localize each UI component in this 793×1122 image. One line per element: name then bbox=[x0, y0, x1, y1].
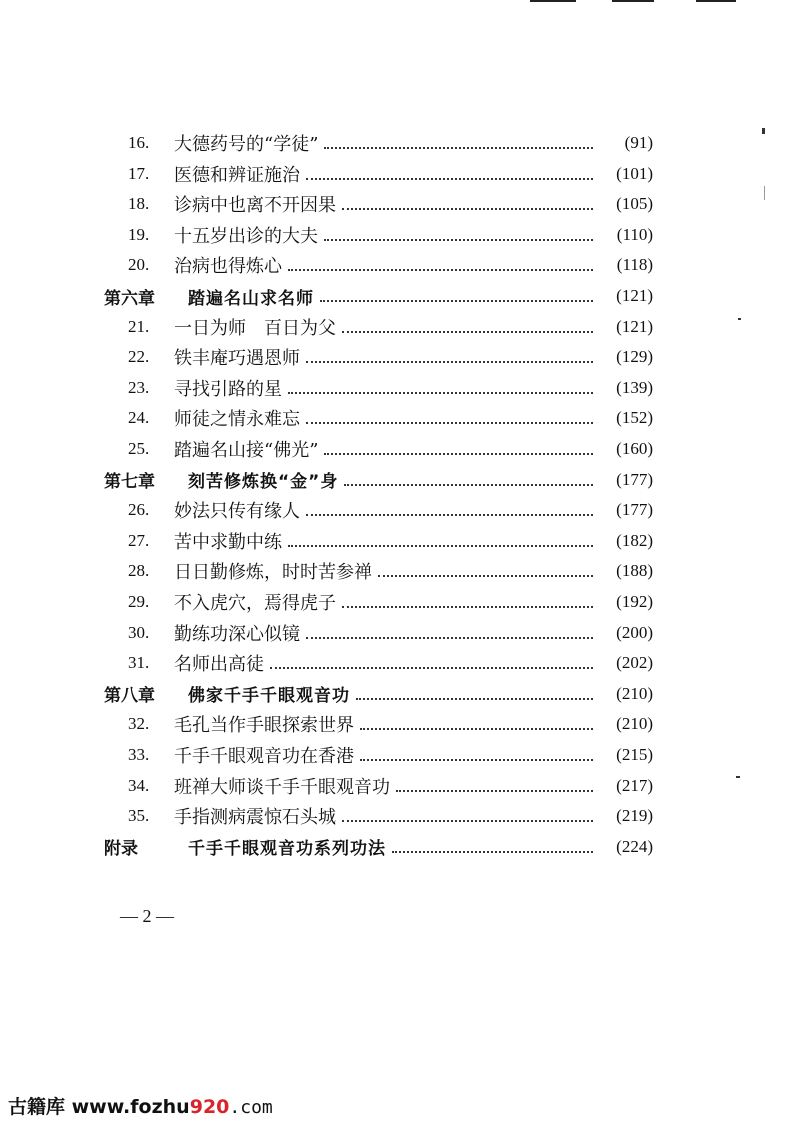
dot-leader bbox=[306, 635, 593, 639]
entry-page: (192) bbox=[597, 592, 653, 612]
dot-leader bbox=[360, 726, 593, 730]
dot-leader bbox=[342, 604, 593, 608]
entry-number: 30. bbox=[128, 622, 150, 642]
entry-title: 毛孔当作手眼探索世界 bbox=[174, 711, 356, 737]
toc-entry-row bbox=[0, 556, 793, 586]
entry-number: 26. bbox=[128, 500, 150, 520]
entry-page: (105) bbox=[597, 194, 653, 214]
entry-page: (121) bbox=[597, 317, 653, 337]
toc-entry-row bbox=[0, 740, 793, 770]
toc-entry-row bbox=[0, 587, 793, 617]
toc-chapter-row bbox=[0, 679, 793, 709]
toc-entry-row bbox=[0, 373, 793, 403]
entry-page: (129) bbox=[597, 347, 653, 367]
toc-entry-row bbox=[0, 434, 793, 464]
toc-entry-row bbox=[0, 618, 793, 648]
toc-entry-row bbox=[0, 159, 793, 189]
toc-entry-row bbox=[0, 220, 793, 250]
dot-leader bbox=[396, 788, 593, 792]
dot-leader bbox=[392, 849, 593, 853]
toc-entry-row bbox=[0, 709, 793, 739]
watermark bbox=[8, 1092, 273, 1119]
entry-title: 手指测病震惊石头城 bbox=[174, 803, 338, 829]
watermark-accent: 920 bbox=[189, 1096, 230, 1118]
dot-leader bbox=[288, 267, 593, 271]
entry-number: 24. bbox=[128, 408, 150, 428]
entry-number: 19. bbox=[128, 224, 150, 244]
toc-entry-row bbox=[0, 189, 793, 219]
entry-title: 名师出高徒 bbox=[174, 650, 266, 676]
dot-leader bbox=[342, 206, 593, 210]
scan-rule-2 bbox=[612, 0, 654, 2]
entry-title: 治病也得炼心 bbox=[174, 252, 284, 278]
entry-title: 不入虎穴，焉得虎子 bbox=[174, 589, 338, 615]
entry-title: 医德和辨证施治 bbox=[174, 161, 302, 187]
entry-title: 勤练功深心似镜 bbox=[174, 620, 302, 646]
toc-entry-row bbox=[0, 648, 793, 678]
entry-number: 17. bbox=[128, 163, 150, 183]
entry-number: 16. bbox=[128, 133, 150, 152]
entry-title: 一日为师 百日为父 bbox=[174, 314, 338, 340]
entry-title: 刻苦修炼换“金”身 bbox=[188, 467, 340, 492]
scan-rule-1 bbox=[530, 0, 576, 2]
toc-chapter-row bbox=[0, 832, 793, 862]
entry-number: 18. bbox=[128, 194, 150, 214]
entry-page: (152) bbox=[597, 408, 653, 428]
dot-leader bbox=[342, 329, 593, 333]
entry-page: (121) bbox=[597, 286, 653, 306]
toc-entry-row bbox=[0, 771, 793, 801]
entry-title: 诊病中也离不开因果 bbox=[174, 191, 338, 217]
entry-number: 33. bbox=[128, 745, 150, 764]
dot-leader bbox=[306, 176, 593, 180]
entry-page: (139) bbox=[597, 378, 653, 398]
entry-title: 十五岁出诊的大夫 bbox=[174, 222, 320, 248]
dot-leader bbox=[306, 420, 593, 424]
entry-page: (177) bbox=[597, 470, 653, 490]
dot-leader bbox=[270, 665, 593, 669]
entry-number: 21. bbox=[128, 316, 150, 336]
entry-page: (202) bbox=[597, 653, 653, 673]
chapter-label: 第六章 bbox=[104, 288, 155, 309]
entry-title: 师徒之情永难忘 bbox=[174, 405, 302, 431]
dot-leader bbox=[360, 757, 593, 761]
watermark-suffix: .com bbox=[229, 1097, 273, 1118]
entry-number: 27. bbox=[128, 530, 150, 550]
entry-page: (217) bbox=[597, 776, 653, 796]
entry-page: (118) bbox=[597, 255, 653, 275]
entry-number: 32. bbox=[128, 714, 150, 734]
dot-leader bbox=[320, 298, 593, 302]
entry-title: 妙法只传有缘人 bbox=[174, 497, 302, 523]
entry-number: 20. bbox=[128, 255, 150, 275]
entry-page: (188) bbox=[597, 561, 653, 581]
entry-number: 25. bbox=[128, 439, 150, 458]
toc-entry-row bbox=[0, 342, 793, 372]
entry-number: 28. bbox=[128, 561, 150, 581]
chapter-label: 附录 bbox=[104, 839, 138, 860]
entry-page: (182) bbox=[597, 531, 653, 551]
toc-entry-row bbox=[0, 526, 793, 556]
dot-leader bbox=[324, 237, 593, 241]
entry-page: (101) bbox=[597, 164, 653, 184]
toc-entry-row bbox=[0, 801, 793, 831]
entry-page: (210) bbox=[597, 684, 653, 704]
toc-entry-row bbox=[0, 312, 793, 342]
entry-page: (210) bbox=[597, 714, 653, 734]
dot-leader bbox=[342, 818, 593, 822]
toc-chapter-row bbox=[0, 281, 793, 311]
watermark-text: 古籍库 www.fozhu bbox=[8, 1096, 190, 1118]
entry-title: 佛家千手千眼观音功 bbox=[188, 681, 352, 706]
entry-title: 千手千眼观音功在香港 bbox=[174, 742, 356, 768]
entry-page: (215) bbox=[597, 745, 653, 765]
entry-number: 31. bbox=[128, 653, 150, 673]
entry-title: 踏遍名山求名师 bbox=[188, 284, 316, 309]
dot-leader bbox=[306, 359, 593, 363]
entry-number: 34. bbox=[128, 775, 150, 795]
entry-title: 踏遍名山接“佛光” bbox=[174, 436, 320, 462]
dot-leader bbox=[288, 543, 593, 547]
entry-number: 29. bbox=[128, 592, 150, 611]
entry-number: 22. bbox=[128, 347, 150, 367]
toc-entry-row bbox=[0, 250, 793, 280]
entry-title: 苦中求勤中练 bbox=[174, 528, 284, 554]
toc-chapter-row bbox=[0, 465, 793, 495]
entry-page: (224) bbox=[597, 837, 653, 857]
dot-leader bbox=[356, 696, 593, 700]
dot-leader bbox=[324, 145, 593, 149]
dot-leader bbox=[324, 451, 593, 455]
entry-page: (177) bbox=[597, 500, 653, 520]
entry-page: (200) bbox=[597, 623, 653, 643]
toc-entry-row bbox=[0, 495, 793, 525]
entry-page: (160) bbox=[597, 439, 653, 459]
entry-title: 铁丰庵巧遇恩师 bbox=[174, 344, 302, 370]
toc-entry-row bbox=[0, 128, 793, 158]
dot-leader bbox=[306, 512, 593, 516]
entry-number: 23. bbox=[128, 377, 150, 397]
entry-title: 千手千眼观音功系列功法 bbox=[188, 834, 388, 859]
chapter-label: 第七章 bbox=[104, 472, 155, 493]
entry-title: 班禅大师谈千手千眼观音功 bbox=[174, 773, 392, 799]
entry-page: (110) bbox=[597, 225, 653, 245]
dot-leader bbox=[344, 482, 593, 486]
chapter-label: 第八章 bbox=[104, 686, 155, 707]
scan-rule-3 bbox=[696, 0, 736, 2]
entry-title: 大德药号的“学徒” bbox=[174, 130, 320, 156]
page-number: — 2 — bbox=[120, 906, 174, 926]
entry-title: 日日勤修炼，时时苦参禅 bbox=[174, 558, 374, 584]
toc-entry-row bbox=[0, 403, 793, 433]
dot-leader bbox=[378, 573, 593, 577]
entry-page: (91) bbox=[597, 133, 653, 153]
entry-page: (219) bbox=[597, 806, 653, 826]
entry-number: 35. bbox=[128, 806, 150, 826]
entry-title: 寻找引路的星 bbox=[174, 375, 284, 401]
dot-leader bbox=[288, 390, 593, 394]
